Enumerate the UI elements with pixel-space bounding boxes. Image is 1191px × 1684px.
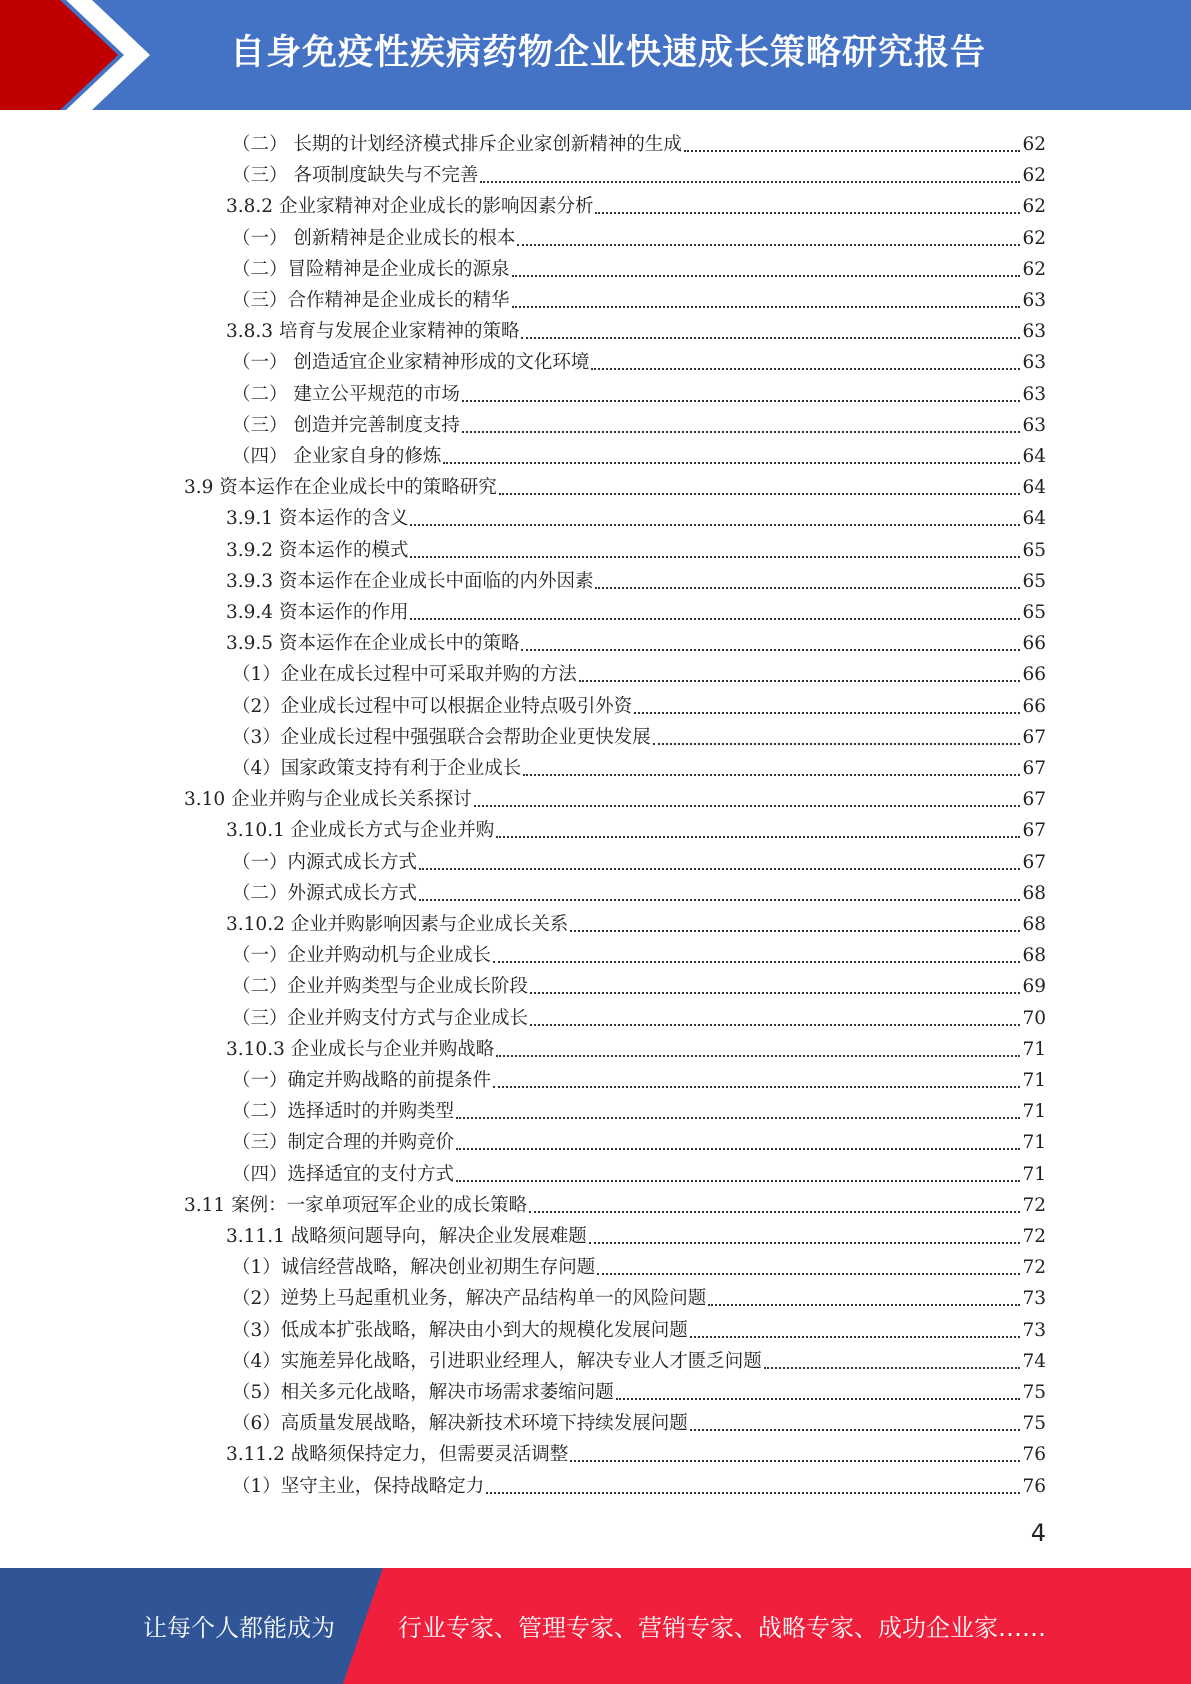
toc-entry-label: 3.8.2 企业家精神对企业成长的影响因素分析 <box>226 196 594 218</box>
toc-entry-page: 68 <box>1022 882 1046 904</box>
toc-leader-dots <box>456 1180 1020 1182</box>
toc-entry-label: （1）企业在成长过程中可采取并购的方法 <box>232 664 577 686</box>
toc-entry-page: 71 <box>1022 1132 1046 1154</box>
toc-entry[interactable] <box>184 469 1046 500</box>
toc-leader-dots <box>499 493 1021 495</box>
toc-leader-dots <box>496 836 1020 838</box>
toc-leader-dots <box>616 1398 1021 1400</box>
toc-entry-page: 67 <box>1022 726 1046 748</box>
page-number: 4 <box>1030 1519 1046 1547</box>
toc-entry[interactable] <box>232 968 1046 999</box>
toc-entry-page: 62 <box>1022 165 1046 187</box>
toc-entry[interactable] <box>232 1156 1046 1187</box>
toc-entry-label: 3.11.1 战略须问题导向，解决企业发展难题 <box>226 1226 587 1247</box>
toc-entry[interactable] <box>232 220 1046 251</box>
toc-entry[interactable] <box>232 656 1046 687</box>
toc-entry-page: 66 <box>1022 664 1046 686</box>
toc-entry-page: 72 <box>1022 1226 1046 1247</box>
toc-entry[interactable] <box>226 906 1046 937</box>
toc-entry-page: 75 <box>1022 1413 1046 1435</box>
toc-leader-dots <box>579 680 1021 682</box>
toc-entry-page: 76 <box>1022 1444 1046 1466</box>
toc-entry-page: 63 <box>1022 321 1046 343</box>
toc-entry-label: 3.10.1 企业成长方式与企业并购 <box>226 820 495 842</box>
toc-leader-dots <box>597 1273 1020 1275</box>
toc-entry-label: （二） 长期的计划经济模式排斥企业家创新精神的生成 <box>232 134 682 155</box>
toc-entry[interactable] <box>226 812 1046 843</box>
toc-entry-label: （二）冒险精神是企业成长的源泉 <box>232 258 510 280</box>
toc-entry-page: 71 <box>1022 1070 1046 1091</box>
toc-entry[interactable] <box>226 1218 1046 1249</box>
toc-leader-dots <box>684 150 1021 152</box>
toc-entry-label: （3）企业成长过程中强强联合会帮助企业更快发展 <box>232 726 651 748</box>
toc-leader-dots <box>690 1336 1021 1338</box>
toc-entry-label: （4）国家政策支持有利于企业成长 <box>232 758 522 779</box>
toc-entry-page: 64 <box>1022 508 1046 530</box>
toc-entry-label: 3.9.4 资本运作的作用 <box>226 602 409 623</box>
toc-entry-label: （三） 各项制度缺失与不完善 <box>232 165 479 187</box>
toc-leader-dots <box>523 774 1020 776</box>
toc-entry-page: 63 <box>1022 290 1046 311</box>
toc-entry[interactable] <box>226 188 1046 219</box>
toc-entry-label: （二）选择适时的并购类型 <box>232 1101 455 1123</box>
toc-entry-page: 71 <box>1022 1163 1046 1185</box>
toc-leader-dots <box>456 1117 1020 1119</box>
toc-entry[interactable] <box>232 750 1046 781</box>
toc-entry[interactable] <box>232 1280 1046 1311</box>
toc-leader-dots <box>480 181 1020 183</box>
toc-entry[interactable] <box>232 251 1046 282</box>
toc-entry-page: 67 <box>1022 851 1046 873</box>
toc-entry-label: （一） 创造适宜企业家精神形成的文化环境 <box>232 352 590 374</box>
toc-leader-dots <box>517 244 1020 246</box>
toc-entry-page: 68 <box>1022 945 1046 967</box>
toc-entry[interactable] <box>232 407 1046 438</box>
toc-leader-dots <box>529 1211 1020 1213</box>
toc-entry-label: （1）诚信经营战略，解决创业初期生存问题 <box>232 1257 596 1279</box>
toc-entry-page: 72 <box>1022 1257 1046 1279</box>
toc-entry[interactable] <box>232 1374 1046 1405</box>
toc-entry[interactable] <box>232 1093 1046 1124</box>
toc-leader-dots <box>512 306 1021 308</box>
toc-leader-dots <box>462 400 1021 402</box>
toc-entry-label: （一）内源式成长方式 <box>232 851 418 873</box>
toc-entry[interactable] <box>226 313 1046 344</box>
toc-entry-page: 67 <box>1022 789 1046 811</box>
toc-entry-page: 69 <box>1022 976 1046 998</box>
toc-entry[interactable] <box>184 781 1046 812</box>
toc-entry[interactable] <box>226 594 1046 625</box>
toc-leader-dots <box>410 556 1020 558</box>
toc-entry[interactable] <box>232 1312 1046 1343</box>
toc-entry-page: 71 <box>1022 1038 1046 1060</box>
toc-entry[interactable] <box>232 1249 1046 1280</box>
toc-entry-label: （三）制定合理的并购竞价 <box>232 1132 455 1154</box>
toc-entry-page: 63 <box>1022 383 1046 405</box>
toc-entry-page: 62 <box>1022 134 1046 155</box>
toc-entry-label: （4）实施差异化战略，引进职业经理人，解决专业人才匮乏问题 <box>232 1350 762 1372</box>
toc-leader-dots <box>521 649 1020 651</box>
toc-leader-dots <box>595 212 1020 214</box>
toc-leader-dots <box>690 1429 1021 1431</box>
toc-entry-page: 62 <box>1022 258 1046 280</box>
toc-entry-label: （2）逆势上马起重机业务，解决产品结构单一的风险问题 <box>232 1288 707 1310</box>
toc-leader-dots <box>521 337 1020 339</box>
toc-entry[interactable] <box>232 1468 1046 1499</box>
toc-entry-page: 65 <box>1022 602 1046 623</box>
toc-entry[interactable] <box>232 344 1046 375</box>
toc-leader-dots <box>570 1460 1020 1462</box>
toc-entry-page: 76 <box>1022 1475 1046 1497</box>
toc-entry[interactable] <box>232 844 1046 875</box>
toc-entry[interactable] <box>232 875 1046 906</box>
toc-entry-label: （二）企业并购类型与企业成长阶段 <box>232 976 529 998</box>
toc-entry[interactable] <box>226 1436 1046 1467</box>
toc-leader-dots <box>589 1242 1021 1244</box>
toc-entry-page: 62 <box>1022 196 1046 218</box>
toc-entry-label: 3.9.5 资本运作在企业成长中的策略 <box>226 633 520 655</box>
toc-leader-dots <box>764 1367 1021 1369</box>
toc-entry-label: （二）外源式成长方式 <box>232 882 418 904</box>
toc-leader-dots <box>530 1024 1020 1026</box>
toc-entry-label: 3.10.2 企业并购影响因素与企业成长关系 <box>226 914 569 935</box>
toc-entry-page: 64 <box>1022 477 1046 499</box>
toc-entry[interactable] <box>226 500 1046 531</box>
toc-leader-dots <box>595 587 1020 589</box>
toc-entry-label: （3）低成本扩张战略，解决由小到大的规模化发展问题 <box>232 1319 688 1341</box>
toc-entry[interactable] <box>232 1405 1046 1436</box>
toc-leader-dots <box>410 618 1020 620</box>
toc-entry-page: 73 <box>1022 1319 1046 1341</box>
toc-entry-page: 65 <box>1022 570 1046 592</box>
toc-leader-dots <box>474 805 1021 807</box>
toc-leader-dots <box>530 992 1020 994</box>
toc-entry[interactable] <box>232 1343 1046 1374</box>
toc-entry-page: 68 <box>1022 914 1046 935</box>
toc-entry-label: （一）确定并购战略的前提条件 <box>232 1070 492 1091</box>
footer-slogan-left: 让每个人都能成为 <box>143 1614 335 1642</box>
toc-entry[interactable] <box>226 563 1046 594</box>
toc-entry-page: 74 <box>1022 1350 1046 1372</box>
toc-leader-dots <box>486 1492 1020 1494</box>
toc-entry-label: （1）坚守主业，保持战略定力 <box>232 1475 485 1497</box>
toc-leader-dots <box>419 899 1020 901</box>
toc-leader-dots <box>443 462 1020 464</box>
toc-entry[interactable] <box>232 282 1046 313</box>
toc-entry-label: （一）企业并购动机与企业成长 <box>232 945 492 967</box>
page-footer <box>0 1568 1191 1684</box>
toc-entry-page: 70 <box>1022 1007 1046 1029</box>
toc-entry-page: 64 <box>1022 446 1046 467</box>
toc-entry-page: 71 <box>1022 1101 1046 1123</box>
toc-entry-page: 73 <box>1022 1288 1046 1310</box>
toc-leader-dots <box>496 1055 1020 1057</box>
toc-entry-label: （5）相关多元化战略，解决市场需求萎缩问题 <box>232 1382 614 1403</box>
toc-leader-dots <box>708 1304 1020 1306</box>
toc-entry-page: 67 <box>1022 820 1046 842</box>
footer-slogan-right: 行业专家、管理专家、营销专家、战略专家、成功企业家…… <box>398 1614 1046 1642</box>
toc-entry-label: 3.9.1 资本运作的含义 <box>226 508 409 530</box>
toc-leader-dots <box>462 431 1021 433</box>
toc-entry[interactable] <box>226 625 1046 656</box>
toc-entry-label: （一） 创新精神是企业成长的根本 <box>232 227 516 249</box>
toc-entry[interactable] <box>232 688 1046 719</box>
toc-entry[interactable] <box>232 126 1046 157</box>
toc-leader-dots <box>456 1148 1020 1150</box>
toc-entry-label: （三）合作精神是企业成长的精华 <box>232 290 510 311</box>
toc-entry-label: 3.10.3 企业成长与企业并购战略 <box>226 1038 495 1060</box>
toc-entry-label: 3.9 资本运作在企业成长中的策略研究 <box>184 477 497 499</box>
toc-leader-dots <box>634 712 1020 714</box>
toc-leader-dots <box>570 930 1020 932</box>
toc-entry-label: 3.10 企业并购与企业成长关系探讨 <box>184 789 472 811</box>
toc-entry[interactable] <box>184 1187 1046 1218</box>
toc-entry[interactable] <box>232 376 1046 407</box>
toc-entry-page: 66 <box>1022 633 1046 655</box>
toc-leader-dots <box>591 368 1020 370</box>
toc-entry[interactable] <box>232 1124 1046 1155</box>
toc-leader-dots <box>410 524 1020 526</box>
toc-entry[interactable] <box>232 719 1046 750</box>
toc-entry-page: 62 <box>1022 227 1046 249</box>
toc-entry-page: 63 <box>1022 352 1046 374</box>
toc-entry[interactable] <box>232 1000 1046 1031</box>
toc-entry-label: （6）高质量发展战略，解决新技术环境下持续发展问题 <box>232 1413 688 1435</box>
toc-leader-dots <box>512 275 1021 277</box>
toc-entry[interactable] <box>226 532 1046 563</box>
toc-leader-dots <box>493 961 1020 963</box>
toc-entry-label: 3.11.2 战略须保持定力，但需要灵活调整 <box>226 1444 569 1466</box>
toc-entry-page: 75 <box>1022 1382 1046 1403</box>
report-title: 自身免疫性疾病药物企业快速成长策略研究报告 <box>230 33 987 73</box>
toc-entry[interactable] <box>232 1062 1046 1093</box>
toc-leader-dots <box>493 1086 1020 1088</box>
toc-entry-label: （2）企业成长过程中可以根据企业特点吸引外资 <box>232 695 633 717</box>
toc-entry[interactable] <box>232 157 1046 188</box>
toc-entry-page: 67 <box>1022 758 1046 779</box>
toc-entry-label: （四） 企业家自身的修炼 <box>232 446 442 467</box>
toc-entry-page: 66 <box>1022 695 1046 717</box>
toc-entry-label: 3.11 案例：一家单项冠军企业的成长策略 <box>184 1194 528 1216</box>
toc-entry[interactable] <box>232 937 1046 968</box>
toc-entry-label: 3.9.3 资本运作在企业成长中面临的内外因素 <box>226 570 594 592</box>
toc-leader-dots <box>653 743 1021 745</box>
toc-leader-dots <box>419 868 1020 870</box>
toc-entry-label: 3.9.2 资本运作的模式 <box>226 539 409 561</box>
toc-entry-label: 3.8.3 培育与发展企业家精神的策略 <box>226 321 520 343</box>
toc-entry-label: （四）选择适宜的支付方式 <box>232 1163 455 1185</box>
toc-entry-page: 65 <box>1022 539 1046 561</box>
page-header <box>0 0 1191 110</box>
toc-entry-page: 63 <box>1022 414 1046 436</box>
toc-entry[interactable] <box>232 438 1046 469</box>
toc-entry-label: （三）企业并购支付方式与企业成长 <box>232 1007 529 1029</box>
toc-entry-label: （三） 创造并完善制度支持 <box>232 414 460 436</box>
toc-entry[interactable] <box>226 1031 1046 1062</box>
toc-entry-page: 72 <box>1022 1194 1046 1216</box>
toc-entry-label: （二） 建立公平规范的市场 <box>232 383 460 405</box>
